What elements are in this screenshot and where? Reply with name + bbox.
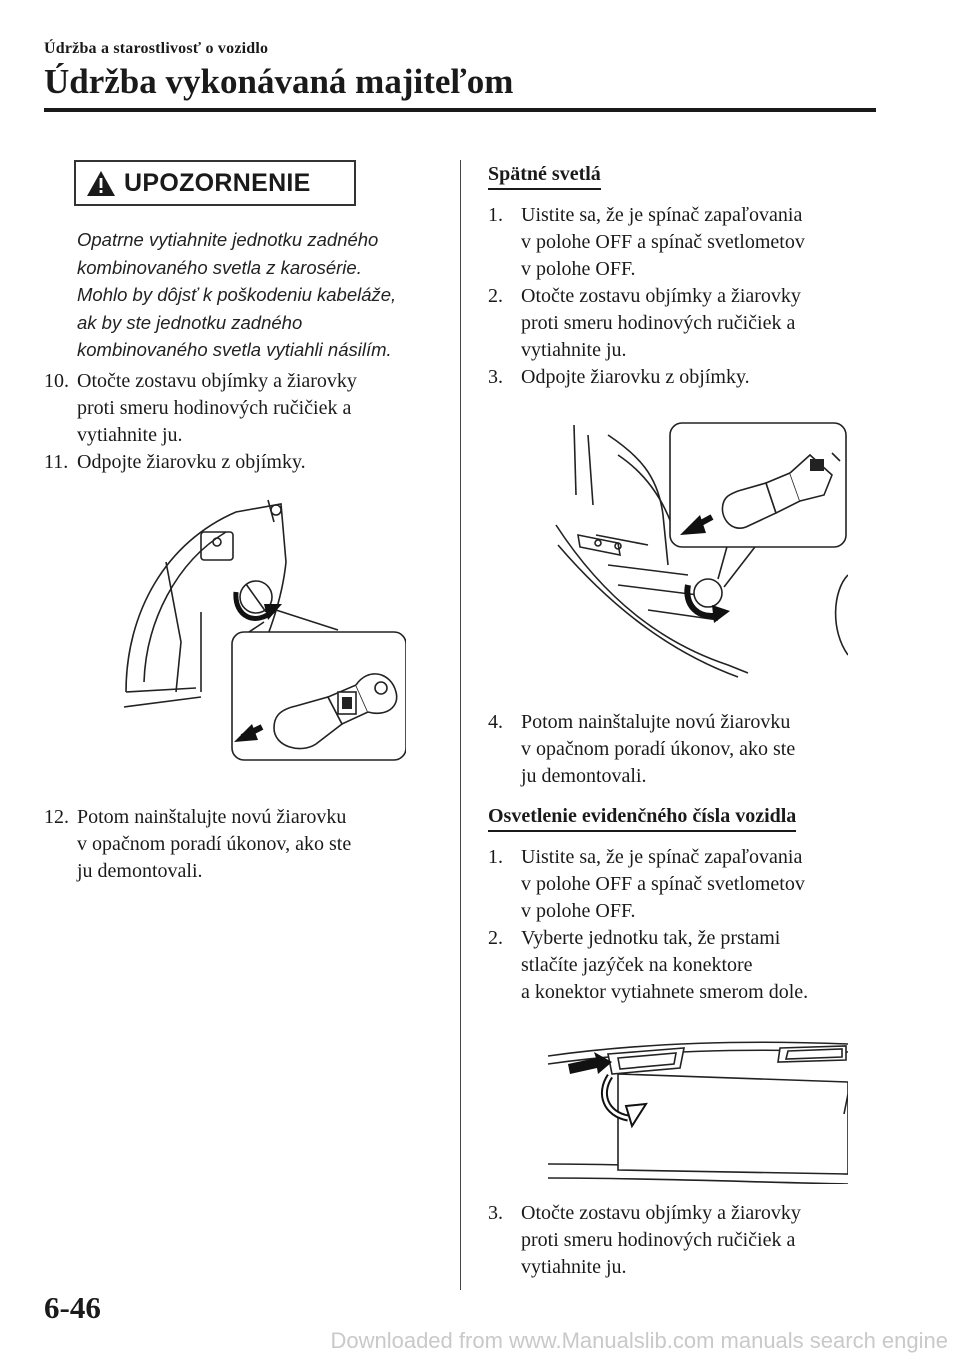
steps-list: [488, 709, 888, 790]
step-number: 11.: [44, 450, 69, 473]
step-number: 3.: [488, 366, 503, 388]
column-divider: [460, 160, 461, 1290]
page-title: Údržba vykonávaná majiteľom: [44, 62, 514, 101]
page-number: 6-46: [44, 1290, 101, 1325]
step-line: v polohe OFF.: [521, 258, 636, 280]
list-item: [488, 283, 888, 364]
step-number: 1.: [488, 846, 503, 868]
step-line: Otočte zostavu objímky a žiarovky: [77, 369, 357, 392]
step-line: Uistite sa, že je spínač zapaľovania: [521, 846, 803, 868]
footer-watermark: Downloaded from www.Manualslib.com manuals search engine: [330, 1328, 948, 1353]
list-item: [488, 364, 888, 391]
step-number: 10.: [44, 369, 69, 392]
header-divider: [44, 108, 876, 112]
combination-lamp-illustration: [106, 492, 444, 792]
step-number: 12.: [44, 805, 69, 828]
step-line: v polohe OFF.: [521, 900, 636, 922]
reverse-light-illustration: [548, 415, 888, 687]
license-plate-light-illustration: [548, 1034, 888, 1184]
warning-label: UPOZORNENIE: [124, 168, 311, 197]
list-item: [44, 804, 444, 885]
steps-list: [488, 1200, 888, 1281]
warning-box: [74, 160, 356, 206]
step-line: vytiahnite ju.: [521, 339, 627, 361]
step-line: proti smeru hodinových ručičiek a: [521, 1229, 796, 1251]
step-line: proti smeru hodinových ručičiek a: [77, 396, 352, 419]
step-number: 2.: [488, 927, 503, 949]
step-line: v polohe OFF a spínač svetlometov: [521, 231, 805, 253]
right-column: [488, 160, 888, 1281]
warning-triangle-icon: [86, 170, 116, 197]
warning-text: [77, 226, 444, 364]
step-line: stlačíte jazýček na konektore: [521, 954, 753, 976]
step-number: 1.: [488, 204, 503, 226]
list-item: [488, 709, 888, 790]
list-item: [488, 844, 888, 925]
section-breadcrumb: Údržba a starostlivosť o vozidlo: [44, 40, 269, 57]
step-line: Otočte zostavu objímky a žiarovky: [521, 1202, 801, 1224]
left-column: [44, 160, 444, 885]
section-title-reverse-lights: Spätné svetlá: [488, 160, 601, 190]
step-line: a konektor vytiahnete smerom dole.: [521, 981, 809, 1003]
list-item: [488, 202, 888, 283]
step-line: vytiahnite ju.: [77, 423, 183, 446]
step-line: v opačnom poradí úkonov, ako ste: [521, 738, 796, 760]
list-item: [488, 925, 888, 1006]
step-line: ju demontovali.: [521, 765, 647, 787]
warning-line: kombinovaného svetla z karosérie.: [77, 256, 362, 278]
step-line: Uistite sa, že je spínač zapaľovania: [521, 204, 803, 226]
step-line: vytiahnite ju.: [521, 1256, 627, 1278]
step-line: ju demontovali.: [77, 859, 203, 882]
section-title-license-plate-light: Osvetlenie evidenčného čísla vozidla: [488, 802, 796, 832]
step-line: v opačnom poradí úkonov, ako ste: [77, 832, 352, 855]
step-line: Vyberte jednotku tak, že prstami: [521, 927, 781, 949]
step-line: Potom nainštalujte novú žiarovku: [77, 805, 347, 828]
warning-line: Mohlo by dôjsť k poškodeniu kabeláže,: [77, 284, 397, 305]
step-line: proti smeru hodinových ručičiek a: [521, 312, 796, 334]
step-number: 3.: [488, 1202, 503, 1224]
warning-line: ak by ste jednotku zadného: [77, 311, 303, 333]
step-number: 2.: [488, 285, 503, 307]
warning-line: kombinovaného svetla vytiahli násilím.: [77, 339, 392, 360]
list-item: [44, 449, 444, 476]
step-line: Potom nainštalujte novú žiarovku: [521, 711, 791, 733]
steps-list: [44, 368, 444, 476]
steps-list: [488, 844, 888, 1006]
steps-list: [488, 202, 888, 391]
list-item: [488, 1200, 888, 1281]
step-line: Odpojte žiarovku z objímky.: [77, 450, 306, 473]
warning-line: Opatrne vytiahnite jednotku zadného: [77, 229, 379, 250]
step-line: Odpojte žiarovku z objímky.: [521, 366, 750, 388]
list-item: [44, 368, 444, 449]
steps-list: [44, 804, 444, 885]
step-number: 4.: [488, 711, 503, 733]
step-line: v polohe OFF a spínač svetlometov: [521, 873, 805, 895]
step-line: Otočte zostavu objímky a žiarovky: [521, 285, 801, 307]
